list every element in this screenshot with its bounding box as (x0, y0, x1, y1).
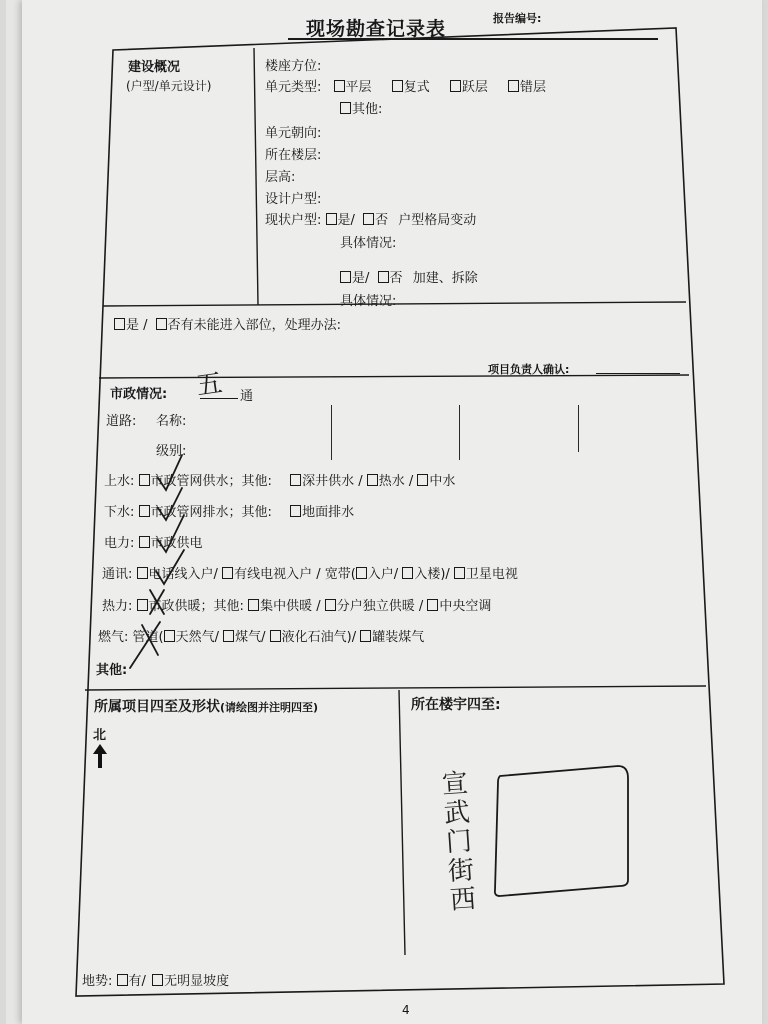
checkbox-bb-home[interactable]: 入户/ (356, 567, 398, 582)
road-column-divider (459, 405, 460, 460)
checkbox-icon (454, 567, 465, 579)
inaccessible-row (114, 314, 341, 333)
height-label: 层高: (265, 170, 296, 185)
checkbox-loft[interactable]: 跃层 (450, 80, 488, 95)
checkbox-icon (222, 567, 233, 579)
checkbox-current-no[interactable]: 否 (363, 213, 388, 228)
checkbox-icon (137, 599, 148, 611)
checkbox-cable-tv[interactable]: 有线电视入户 / (222, 567, 321, 582)
power-row: 电力: 市政供电 (104, 536, 203, 551)
handwritten-location-note: 宣武门街西 (440, 768, 478, 917)
municipal-tong: 通 (240, 389, 254, 404)
drainage-row: 下水: 市政管网排水；其他: 地面排水 (104, 505, 355, 520)
checkbox-reclaimed-water[interactable]: 中水 (417, 474, 455, 489)
checkbox-icon (508, 80, 519, 92)
checkbox-city-heat[interactable]: 市政供暖；其他: (137, 599, 244, 614)
layout-details-label: 具体情况: (340, 236, 397, 251)
floor-label: 所在楼层: (265, 148, 322, 163)
gas-row: 燃气: 管道( 天然气/ 煤气/ 液化石油气)/ 罐装煤气 (98, 630, 425, 645)
checkbox-natural-gas[interactable]: 天然气/ (164, 630, 219, 645)
checkbox-phone[interactable]: 电话线入户/ (137, 567, 218, 582)
checkbox-city-drainage[interactable]: 市政管网排水；其他: (139, 505, 272, 520)
checkbox-surface-drainage[interactable]: 地面排水 (290, 505, 354, 520)
checkbox-lpg[interactable]: 液化石油气)/ (270, 630, 356, 645)
telecom-row: 通讯: 电话线入户/ 有线电视入户 / 宽带( 入户/ 入楼)/ 卫星电视 (102, 567, 518, 582)
checkbox-icon (340, 271, 351, 283)
road-label: 道路: (106, 414, 137, 429)
checkbox-inaccessible-no[interactable]: 否有未能进入部位，处理办法: (156, 318, 341, 333)
road-column-divider (331, 405, 332, 460)
north-label: 北 (93, 728, 107, 743)
checkbox-icon (363, 213, 374, 225)
checkbox-city-power[interactable]: 市政供电 (139, 536, 203, 551)
checkbox-terrain-no[interactable]: 无明显坡度 (152, 974, 229, 989)
checkbox-icon (156, 318, 167, 330)
checkbox-hot-water[interactable]: 热水 (367, 474, 405, 489)
north-arrow-icon (90, 742, 110, 772)
checkbox-icon (290, 505, 301, 517)
checkbox-icon (356, 567, 367, 579)
manager-confirm-line[interactable] (596, 373, 680, 374)
checkbox-icon (164, 630, 175, 642)
road-column-divider (578, 405, 579, 452)
checkbox-icon (392, 80, 403, 92)
municipal-title: 市政情况: (110, 387, 168, 402)
checkbox-addition-yes[interactable]: 是/ (340, 271, 369, 286)
checkbox-icon (139, 474, 150, 486)
checkbox-icon (139, 536, 150, 548)
checkbox-icon (378, 271, 389, 283)
checkbox-icon (248, 599, 259, 611)
checkbox-icon (290, 474, 301, 486)
checkbox-tank-gas[interactable]: 罐装煤气 (360, 630, 424, 645)
checkbox-icon (270, 630, 281, 642)
checkbox-icon (223, 630, 234, 642)
manager-confirm-label: 项目负责人确认: (488, 363, 570, 376)
checkbox-central-heat[interactable]: 集中供暖 / (248, 599, 321, 614)
checkbox-central-ac[interactable]: 中央空调 (427, 599, 491, 614)
current-type-row: 现状户型: 是/ 否 户型格局变动 (265, 213, 477, 228)
road-level-label: 级别: (156, 444, 187, 459)
checkbox-icon (152, 974, 163, 986)
checkbox-icon (139, 505, 150, 517)
checkbox-icon (417, 474, 428, 486)
checkbox-icon (117, 974, 128, 986)
checkbox-city-water[interactable]: 市政管网供水；其他: (139, 474, 272, 489)
building-position-label: 楼座方位: (265, 59, 322, 74)
addition-row: 是/ 否 加建、拆除 (340, 267, 478, 286)
checkbox-icon (367, 474, 378, 486)
unit-type-row (265, 76, 546, 95)
checkbox-split-level[interactable]: 错层 (508, 80, 546, 95)
checkbox-icon (340, 102, 351, 114)
project-boundary-title: 所属项目四至及形状(请绘图并注明四至) (94, 699, 319, 715)
checkbox-icon (427, 599, 438, 611)
checkbox-inaccessible-yes[interactable]: 是 / (114, 318, 148, 333)
overview-subtitle: (户型/单元设计) (126, 79, 212, 93)
page-number: 4 (402, 1003, 410, 1017)
checkbox-icon (450, 80, 461, 92)
heating-row: 热力: 市政供暖；其他: 集中供暖 / 分户独立供暖 / 中央空调 (102, 599, 492, 614)
handwritten-count: 五 (194, 368, 225, 402)
report-number-label: 报告编号: (493, 12, 542, 25)
terrain-row: 地势: 有/ 无明显坡度 (82, 974, 230, 989)
checkbox-icon (326, 213, 337, 225)
addition-details-label: 具体情况: (340, 294, 397, 309)
unit-type-label: 单元类型: (265, 80, 322, 95)
checkbox-terrain-yes[interactable]: 有/ (117, 974, 146, 989)
design-type-label: 设计户型: (265, 192, 322, 207)
checkbox-individual-heat[interactable]: 分户独立供暖 / (325, 599, 424, 614)
checkbox-flat[interactable]: 平层 (334, 80, 372, 95)
checkbox-icon (334, 80, 345, 92)
checkbox-bb-building[interactable]: 入楼)/ (402, 567, 449, 582)
count-underline (200, 398, 238, 399)
checkbox-current-yes[interactable]: 是/ (326, 213, 355, 228)
checkbox-icon (360, 630, 371, 642)
unit-type-other[interactable]: 其他: (340, 98, 382, 117)
building-boundary-title: 所在楼宇四至: (411, 697, 501, 713)
checkbox-coal-gas[interactable]: 煤气/ (223, 630, 265, 645)
checkbox-duplex[interactable]: 复式 (392, 80, 430, 95)
current-type-label: 现状户型: (265, 213, 322, 228)
checkbox-icon (137, 567, 148, 579)
water-supply-row: 上水: 市政管网供水；其他: 深井供水 / 热水 / 中水 (104, 474, 456, 489)
checkbox-addition-no[interactable]: 否 (378, 271, 403, 286)
checkbox-icon (402, 567, 413, 579)
checkbox-icon (325, 599, 336, 611)
form-title: 现场勘查记录表 (306, 18, 447, 40)
overview-title: 建设概况 (128, 60, 181, 75)
checkbox-icon (114, 318, 125, 330)
municipal-other-label: 其他: (96, 663, 128, 678)
road-name-label: 名称: (156, 414, 187, 429)
checkbox-satellite[interactable]: 卫星电视 (454, 567, 518, 582)
unit-orientation-label: 单元朝向: (265, 126, 322, 141)
checkbox-well-water[interactable]: 深井供水 (290, 474, 354, 489)
